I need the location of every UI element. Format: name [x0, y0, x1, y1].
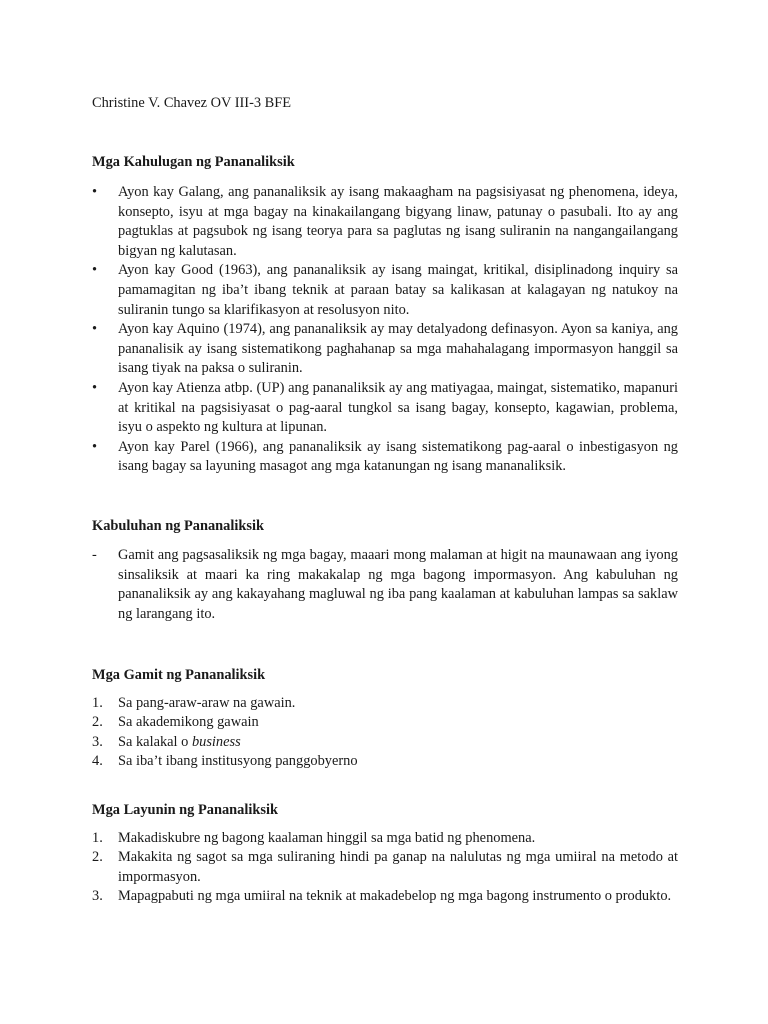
heading-gamit: Mga Gamit ng Pananaliksik [92, 667, 266, 683]
layunin-text: Mapagpabuti ng mga umiiral na teknik at makadebelop ng mga bagong instrumento o produkto. [118, 888, 672, 905]
layunin-item [92, 829, 678, 848]
list-number: 2. [92, 849, 103, 866]
definition-text: Ayon kay Good (1963), ang pananaliksik ay isang maingat, kritikal, disiplinadong inquiry sa pamamagitan ng iba’t ibang teknik at paraan batay sa kalikasan at kalagayan ng natukoy na suliranin tungo sa klarifikasyon at resolusyon nito. [118, 262, 678, 318]
definition-text: Ayon kay Aquino (1974), ang pananaliksik ay may detalyadong definasyon. Ayon sa kaniya, ang pananalisik ay isang sistematikong paghahanap sa mga mahahalagang impormasyon hanggil sa isang tiyak na paksa o suliranin. [118, 321, 678, 377]
kabuluhan-list [92, 546, 678, 624]
gamit-text: Sa akademikong gawain [118, 714, 259, 731]
gamit-item [92, 752, 678, 771]
bullet-icon: • [92, 184, 98, 200]
heading-kabuluhan: Kabuluhan ng Pananaliksik [92, 518, 264, 534]
layunin-text: Makadiskubre ng bagong kaalaman hinggil sa mga batid ng phenomena. [118, 830, 536, 846]
list-number: 1. [92, 830, 103, 846]
kabuluhan-text: Gamit ang pagsasaliksik ng mga bagay, maaari mong malaman at higit na maunawaan ang iyong sinsaliksik at maari ka ring makakalap ng mga bagong impormasyon. Ang kabuluhan ng pananaliksik ay ang kakayahang magluwal ng iba pang kaalaman at kabuluhan lampas sa saklaw ng larangang ito. [118, 547, 678, 622]
definition-item [92, 183, 678, 261]
layunin-list [92, 829, 678, 907]
layunin-text: Makakita ng sagot sa mga suliraning hindi pa ganap na nalulutas ng mga umiiral na metodo at impormasyon. [118, 849, 678, 885]
definition-item [92, 379, 678, 438]
definition-item [92, 438, 678, 477]
list-number: 4. [92, 753, 103, 770]
list-number: 3. [92, 888, 103, 905]
definition-text: Ayon kay Atienza atbp. (UP) ang pananaliksik ay ang matiyagaa, maingat, sistematiko, mapanuri at kritikal na pagsisiyasat o pag-aaral tungkol sa isang bagay, konsepto, kagawian, problema, isyu o aspekto ng kultura at lipunan. [118, 379, 678, 436]
gamit-item [92, 733, 678, 752]
gamit-text: Sa iba’t ibang institusyong panggobyerno [118, 753, 358, 770]
definitions-list [92, 183, 678, 477]
bullet-icon: • [92, 379, 98, 396]
gamit-list [92, 694, 678, 772]
gamit-item [92, 694, 678, 713]
list-number: 1. [92, 695, 103, 711]
gamit-text: Sa pang-araw-araw na gawain. [118, 695, 296, 711]
definition-text: Ayon kay Galang, ang pananaliksik ay isang makaagham na pagsisiyasat ng phenomena, ideya, konsepto, isyu at mga bagay na kinakailangang bigyang linaw, patunay o pasubali. Ito ay ang pagtuklas at pagsubok ng isang teorya para sa paglutas ng isang suliranin na nangangailangang bigyan ng kalutasan. [118, 184, 678, 259]
gamit-italic-text: business [191, 733, 241, 750]
layunin-item [92, 848, 678, 887]
definition-item [92, 261, 678, 320]
gamit-item [92, 713, 678, 732]
list-number: 2. [92, 714, 103, 731]
heading-layunin: Mga Layunin ng Pananaliksik [92, 802, 278, 818]
definition-text: Ayon kay Parel (1966), ang pananaliksik ay isang sistematikong pag-aaral o inbestigasyon ng isang bagay sa layuning masagot ang mga katanungan ng isang mananaliksik. [118, 438, 678, 475]
bullet-icon: • [92, 262, 98, 279]
list-number: 3. [92, 733, 103, 750]
author-line: Christine V. Chavez OV III-3 BFE [92, 95, 292, 111]
bullet-icon: • [92, 438, 98, 455]
dash-marker: - [92, 547, 97, 563]
definition-item [92, 320, 678, 379]
gamit-text: Sa kalakal o [118, 733, 192, 750]
layunin-item [92, 887, 678, 906]
bullet-icon: • [92, 321, 98, 338]
heading-kahulugan: Mga Kahulugan ng Pananaliksik [92, 154, 295, 170]
kabuluhan-item [92, 546, 678, 624]
